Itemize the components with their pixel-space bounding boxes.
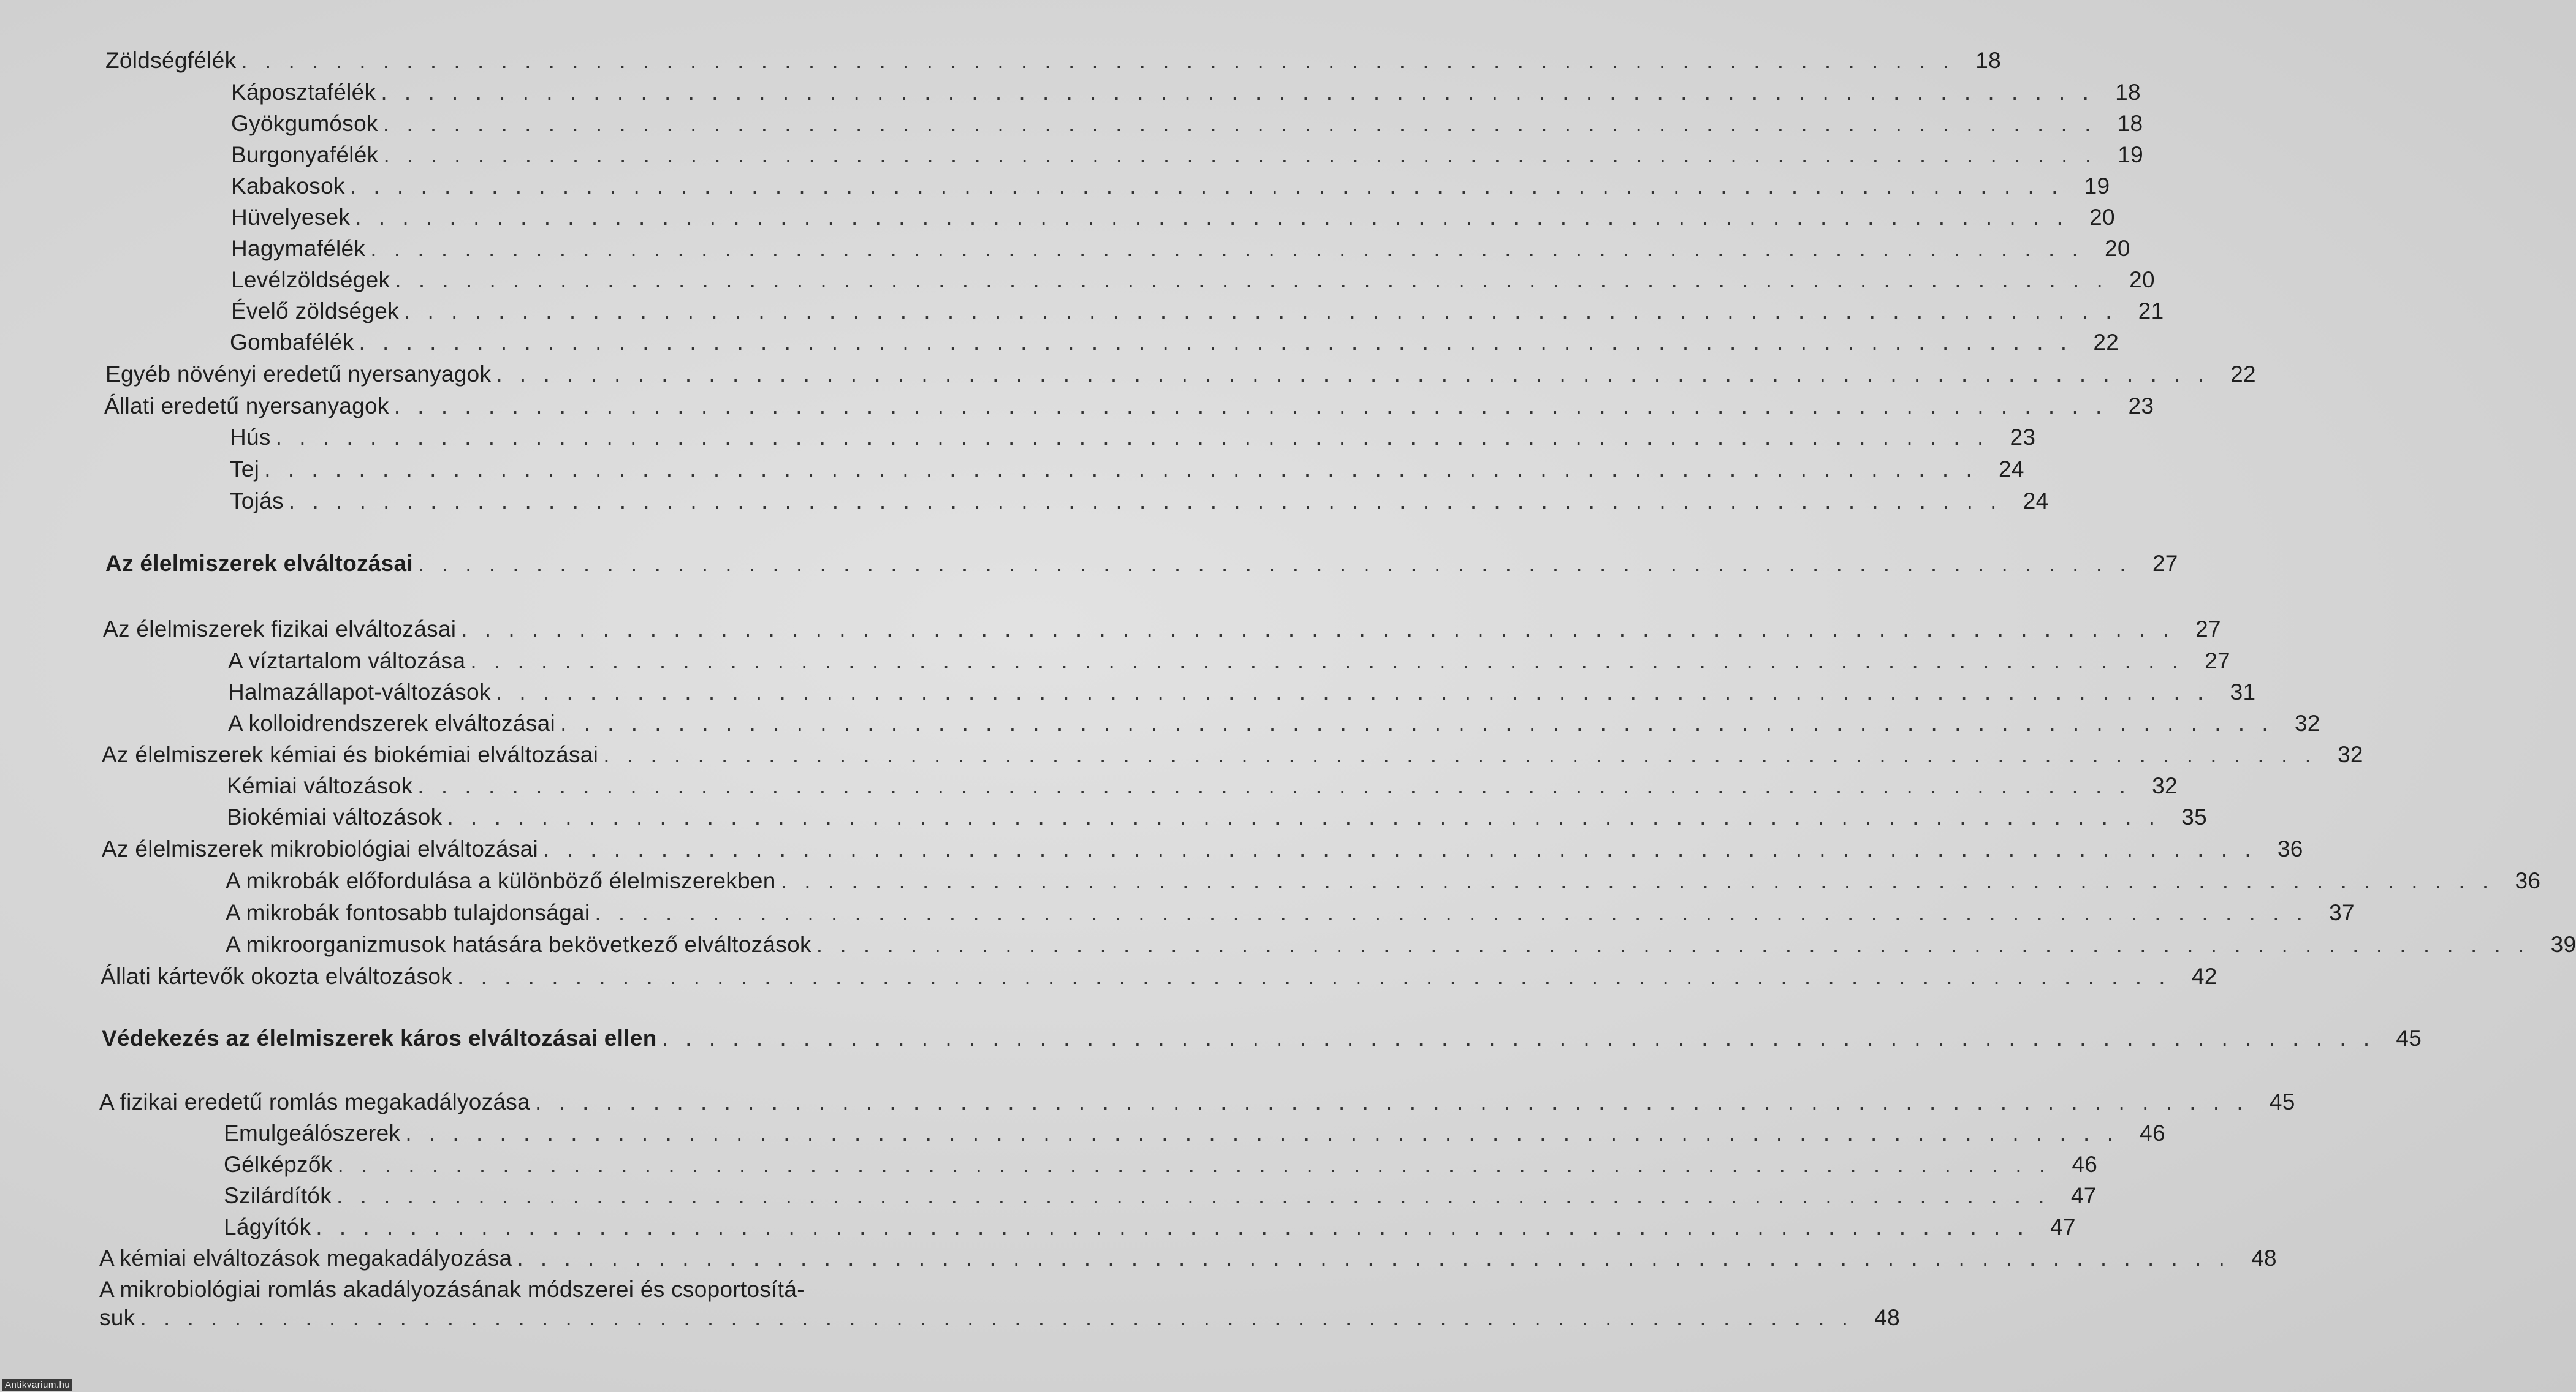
dot-leader: . . . . . . . . . . . . . . . . . . . . . . . . . . . . . . . . . . . . . . . . . . . . . . . . . . . . . . . . . . . . . . . . . . . . . . . . . <box>470 648 2184 673</box>
toc-entry-page: 42 <box>2191 964 2217 989</box>
dot-leader: . . . . . . . . . . . . . . . . . . . . . . . . . . . . . . . . . . . . . . . . . . . . . . . . . . . . . . . . . . . . . . . . . . . . . . . . . <box>560 711 2274 736</box>
toc-entry-title: Tojás <box>230 488 284 513</box>
toc-entry-page: 31 <box>2230 679 2256 705</box>
dot-leader: . . . . . . . . . . . . . . . . . . . . . . . . . . . . . . . . . . . . . . . . . . . . . . . . . . . . . . . . . . . . . . . . . . . . . . . . . <box>517 1246 2230 1271</box>
toc-entry-page: 23 <box>2128 393 2154 418</box>
toc-entry-title: A víztartalom változása <box>228 648 466 673</box>
toc-entry <box>99 1276 1901 1332</box>
toc-entry-page: 32 <box>2294 711 2320 736</box>
toc-entry <box>230 328 2119 357</box>
toc-entry-title: Gélképzők <box>224 1152 333 1177</box>
toc-entry-title: Emulgeálószerek <box>224 1121 401 1146</box>
dot-leader: . . . . . . . . . . . . . . . . . . . . . . . . . . . . . . . . . . . . . . . . . . . . . . . . . . . . . . . . . . . . . . . . . . . . . . . . . <box>336 1183 2050 1208</box>
toc-entry-title: Kabakosok <box>231 173 345 199</box>
toc-entry-title: A kémiai elváltozások megakadályozása <box>99 1246 512 1271</box>
toc-entry <box>226 899 2355 927</box>
toc-entry <box>231 110 2143 138</box>
toc-entry <box>228 709 2320 738</box>
toc-entry-title: Zöldségfélék <box>105 48 237 73</box>
toc-entry-page: 32 <box>2152 773 2178 798</box>
toc-entry-title: Halmazállapot-változások <box>228 679 491 705</box>
dot-leader: . . . . . . . . . . . . . . . . . . . . . . . . . . . . . . . . . . . . . . . . . . . . . . . . . . . . . . . . . . . . . . . . . . . . . . . . . <box>495 679 2209 705</box>
toc-entry-title: Egyéb növényi eredetű nyersanyagok <box>105 361 492 387</box>
toc-entry-page: 39 <box>2550 932 2576 957</box>
toc-entry-title-cont: suk <box>99 1305 135 1330</box>
dot-leader: . . . . . . . . . . . . . . . . . . . . . . . . . . . . . . . . . . . . . . . . . . . . . . . . . . . . . . . . . . . . . . . . . . . . . . . . . <box>382 111 2097 136</box>
dot-leader: . . . . . . . . . . . . . . . . . . . . . . . . . . . . . . . . . . . . . . . . . . . . . . . . . . . . . . . . . . . . . . . . . . . . . . . . . <box>393 393 2108 418</box>
toc-entry <box>102 741 2363 769</box>
toc-entry-page: 20 <box>2105 236 2130 261</box>
toc-entry-page: 46 <box>2072 1152 2098 1177</box>
toc-entry-title: Gyökgumósok <box>231 111 378 136</box>
dot-leader: . . . . . . . . . . . . . . . . . . . . . . . . . . . . . . . . . . . . . . . . . . . . . . . . . . . . . . . . . . . . . . . . . . . . . . . . . <box>403 298 2118 323</box>
toc-entry-page: 37 <box>2329 900 2355 925</box>
toc-entry-title: Levélzöldségek <box>231 267 390 292</box>
toc-entry-page: 35 <box>2181 804 2208 830</box>
toc-entry-page: 23 <box>2010 425 2036 450</box>
toc-entry-title: Lágyítók <box>224 1214 311 1239</box>
toc-entry-page: 19 <box>2118 142 2144 167</box>
toc-entry <box>231 203 2115 232</box>
toc-entry <box>99 1088 2295 1116</box>
toc-entry <box>231 297 2164 325</box>
toc-entry-wrapped <box>99 1276 1857 1332</box>
dot-leader: . . . . . . . . . . . . . . . . . . . . . . . . . . . . . . . . . . . . . . . . . . . . . . . . . . . . . . . . . . . . . . . . . . . . . . . . . <box>370 236 2084 261</box>
dot-leader: . . . . . . . . . . . . . . . . . . . . . . . . . . . . . . . . . . . . . . . . . . . . . . . . . . . . . . . . . . . . . . . . . . . . . . . . . <box>241 48 1955 73</box>
dot-leader: . . . . . . . . . . . . . . . . . . . . . . . . . . . . . . . . . . . . . . . . . . . . . . . . . . . . . . . . . . . . . . . . . . . . . . . . . <box>535 1089 2249 1114</box>
dot-leader: . . . . . . . . . . . . . . . . . . . . . . . . . . . . . . . . . . . . . . . . . . . . . . . . . . . . . . . . . . . . . . . . . . . . . . . . . <box>316 1214 2029 1239</box>
toc-entry-page: 20 <box>2129 267 2155 292</box>
toc-entry-title: A mikroorganizmusok hatására bekövetkező elváltozások <box>226 932 811 957</box>
toc-entry <box>228 647 2230 675</box>
toc-entry-page: 47 <box>2050 1214 2076 1239</box>
toc-entry <box>224 1182 2097 1210</box>
toc-entry-page: 27 <box>2195 616 2221 641</box>
toc-entry-page: 24 <box>2023 488 2049 513</box>
dot-leader: . . . . . . . . . . . . . . . . . . . . . . . . . . . . . . . . . . . . . . . . . . . . . . . . . . . . . . . . . . . . . . . . . . . . . . . . . <box>543 836 2257 861</box>
toc-entry-page: 18 <box>2115 80 2141 105</box>
dot-leader: . . . . . . . . . . . . . . . . . . . . . . . . . . . . . . . . . . . . . . . . . . . . . . . . . . . . . . . . . . . . . . . . . . . . . . . . . <box>337 1152 2051 1177</box>
toc-entry-title: Az élelmiszerek fizikai elváltozásai <box>103 616 457 641</box>
toc-entry-page: 27 <box>2205 648 2230 673</box>
toc-entry-title: Szilárdítók <box>224 1183 332 1208</box>
toc-entry-title: Az élelmiszerek elváltozásai <box>105 551 414 576</box>
dot-leader: . . . . . . . . . . . . . . . . . . . . . . . . . . . . . . . . . . . . . . . . . . . . . . . . . . . . . . . . . . . . . . . . . . . . . . . . . <box>381 80 2094 105</box>
toc-entry <box>103 615 2221 643</box>
toc-entry <box>231 141 2144 169</box>
toc-entry-title: Hüvelyesek <box>231 205 351 230</box>
toc-entry <box>230 455 2024 483</box>
toc-entry <box>226 931 2576 959</box>
toc-entry-title: A mikrobiológiai romlás akadályozásának módszerei és csoportosítá- <box>99 1277 805 1302</box>
toc-entry <box>230 423 2036 452</box>
dot-leader: . . . . . . . . . . . . . . . . . . . . . . . . . . . . . . . . . . . . . . . . . . . . . . . . . . . . . . . . . . . . . . . . . . . . . . . . . <box>288 488 2002 513</box>
toc-entry-page: 24 <box>1999 456 2024 482</box>
dot-leader: . . . . . . . . . . . . . . . . . . . . . . . . . . . . . . . . . . . . . . . . . . . . . . . . . . . . . . . . . . . . . . . . . . . . . . . . . <box>417 773 2131 798</box>
dot-leader: . . . . . . . . . . . . . . . . . . . . . . . . . . . . . . . . . . . . . . . . . . . . . . . . . . . . . . . . . . . . . . . . . . . . . . . . . <box>816 932 2530 957</box>
dot-leader: . . . . . . . . . . . . . . . . . . . . . . . . . . . . . . . . . . . . . . . . . . . . . . . . . . . . . . . . . . . . . . . . . . . . . . . . . <box>457 964 2171 989</box>
toc-entry <box>105 360 2256 388</box>
dot-leader: . . . . . . . . . . . . . . . . . . . . . . . . . . . . . . . . . . . . . . . . . . . . . . . . . . . . . . . . . . . . . . . . . . . . . . . . . <box>275 425 1989 450</box>
dot-leader: . . . . . . . . . . . . . . . . . . . . . . . . . . . . . . . . . . . . . . . . . . . . . . . . . . . . . . . . . . . . . . . . . . . . . . . . . <box>395 267 2108 292</box>
dot-leader: . . . . . . . . . . . . . . . . . . . . . . . . . . . . . . . . . . . . . . . . . . . . . . . . . . . . . . . . . . . . . . . . . . . . . . . . . <box>661 1026 2376 1051</box>
toc-entry-title: Az élelmiszerek kémiai és biokémiai elváltozásai <box>102 742 599 767</box>
dot-leader: . . . . . . . . . . . . . . . . . . . . . . . . . . . . . . . . . . . . . . . . . . . . . . . . . . . . . . . . . . . . . . . . . . . . . . . . . <box>496 361 2209 387</box>
toc-entry-continuation <box>99 1304 1857 1332</box>
toc-entry-page: 27 <box>2152 551 2178 576</box>
toc-entry <box>224 1151 2098 1179</box>
toc-section-heading <box>102 1024 2422 1053</box>
toc-entry-title: Kémiai változások <box>227 773 413 798</box>
dot-leader: . . . . . . . . . . . . . . . . . . . . . . . . . . . . . . . . . . . . . . . . . . . . . . . . . . . . . . . . . . . . . . . . . . . . . . . . . <box>603 742 2317 767</box>
toc-entry-page: 45 <box>2396 1026 2422 1051</box>
toc-entry <box>231 235 2130 263</box>
toc-entry-page: 20 <box>2089 205 2115 230</box>
toc-entry-page: 46 <box>2140 1121 2165 1146</box>
toc-entry-page: 22 <box>2093 330 2119 355</box>
toc-section-heading <box>105 550 2178 578</box>
toc-entry <box>224 1119 2165 1148</box>
toc-entry-page: 21 <box>2138 298 2164 323</box>
toc-entry-title: Az élelmiszerek mikrobiológiai elváltozásai <box>102 836 539 861</box>
toc-entry <box>226 867 2541 895</box>
toc-entry <box>105 47 2001 75</box>
dot-leader: . . . . . . . . . . . . . . . . . . . . . . . . . . . . . . . . . . . . . . . . . . . . . . . . . . . . . . . . . . . . . . . . . . . . . . . . . <box>359 330 2073 355</box>
toc-entry-title: Évelő zöldségek <box>231 298 399 323</box>
dot-leader: . . . . . . . . . . . . . . . . . . . . . . . . . . . . . . . . . . . . . . . . . . . . . . . . . . . . . . . . . . . . . . . . . . . . . . . . . <box>447 804 2161 830</box>
toc-entry-title: A fizikai eredetű romlás megakadályozása <box>99 1089 531 1114</box>
toc-entry <box>230 487 2049 515</box>
toc-entry-title: Biokémiai változások <box>227 804 443 830</box>
toc-entry-title: Káposztafélék <box>231 80 376 105</box>
toc-entry <box>101 963 2217 991</box>
toc-entry <box>99 1244 2277 1273</box>
toc-entry-title: Tej <box>230 456 260 482</box>
toc-entry <box>227 772 2178 800</box>
dot-leader: . . . . . . . . . . . . . . . . . . . . . . . . . . . . . . . . . . . . . . . . . . . . . . . . . . . . . . . . . . . . . . . . . . . . . . . . . <box>418 551 2132 576</box>
toc-entry-title: A mikrobák fontosabb tulajdonságai <box>226 900 590 925</box>
toc-entry <box>227 803 2208 831</box>
toc-entry <box>228 678 2256 706</box>
toc-entry-page: 19 <box>2084 173 2110 199</box>
dot-leader: . . . . . . . . . . . . . . . . . . . . . . . . . . . . . . . . . . . . . . . . . . . . . . . . . . . . . . . . . . . . . . . . . . . . . . . . . <box>264 456 1978 482</box>
toc-entry-page: 18 <box>2117 111 2143 136</box>
toc-entry <box>102 835 2303 863</box>
toc-entry-page: 48 <box>1874 1305 1901 1330</box>
dot-leader: . . . . . . . . . . . . . . . . . . . . . . . . . . . . . . . . . . . . . . . . . . . . . . . . . . . . . . . . . . . . . . . . . . . . . . . . . <box>405 1121 2119 1146</box>
dot-leader: . . . . . . . . . . . . . . . . . . . . . . . . . . . . . . . . . . . . . . . . . . . . . . . . . . . . . . . . . . . . . . . . . . . . . . . . . <box>595 900 2308 925</box>
dot-leader: . . . . . . . . . . . . . . . . . . . . . . . . . . . . . . . . . . . . . . . . . . . . . . . . . . . . . . . . . . . . . . . . . . . . . . . . . <box>780 868 2494 893</box>
toc-entry-title: Hús <box>230 425 271 450</box>
toc-entry <box>231 172 2110 200</box>
toc-entry-page: 47 <box>2070 1183 2097 1208</box>
toc-entry <box>231 266 2155 294</box>
dot-leader: . . . . . . . . . . . . . . . . . . . . . . . . . . . . . . . . . . . . . . . . . . . . . . . . . . . . . . . . . . . . . . . . . . . . . . . . . <box>383 142 2097 167</box>
toc-entry-page: 22 <box>2230 361 2256 387</box>
toc-entry-page: 45 <box>2269 1089 2295 1114</box>
toc-entry-page: 18 <box>1975 48 2001 73</box>
toc-entry-title: Állati eredetű nyersanyagok <box>104 393 389 418</box>
toc-entry-page: 36 <box>2515 868 2541 893</box>
dot-leader: . . . . . . . . . . . . . . . . . . . . . . . . . . . . . . . . . . . . . . . . . . . . . . . . . . . . . . . . . . . . . . . . . . . . . . . . . <box>355 205 2069 230</box>
toc-entry <box>231 78 2141 107</box>
dot-leader: . . . . . . . . . . . . . . . . . . . . . . . . . . . . . . . . . . . . . . . . . . . . . . . . . . . . . . . . . . . . . . . . . . . . . . . . . <box>349 173 2064 199</box>
dot-leader: . . . . . . . . . . . . . . . . . . . . . . . . . . . . . . . . . . . . . . . . . . . . . . . . . . . . . . . . . . . . . . . . . . . . . . . . . <box>140 1305 1854 1330</box>
toc-entry-title: Hagymafélék <box>231 236 366 261</box>
toc-entry <box>224 1213 2076 1241</box>
toc-entry-title: Állati kártevők okozta elváltozások <box>101 964 452 989</box>
toc-entry-title: A mikrobák előfordulása a különböző élelmiszerekben <box>226 868 776 893</box>
watermark: Antikvarium.hu <box>2 1379 72 1391</box>
toc-entry-title: A kolloidrendszerek elváltozásai <box>228 711 556 736</box>
toc-entry-page: 36 <box>2277 836 2303 861</box>
toc-entry-page: 48 <box>2251 1246 2277 1271</box>
toc-entry-title: Védekezés az élelmiszerek káros elváltozásai ellen <box>102 1026 657 1051</box>
dot-leader: . . . . . . . . . . . . . . . . . . . . . . . . . . . . . . . . . . . . . . . . . . . . . . . . . . . . . . . . . . . . . . . . . . . . . . . . . <box>461 616 2175 641</box>
toc-entry <box>104 392 2154 420</box>
toc-entry-page: 32 <box>2338 742 2363 767</box>
toc-entry-title: Gombafélék <box>230 330 354 355</box>
toc-entry-title: Burgonyafélék <box>231 142 379 167</box>
